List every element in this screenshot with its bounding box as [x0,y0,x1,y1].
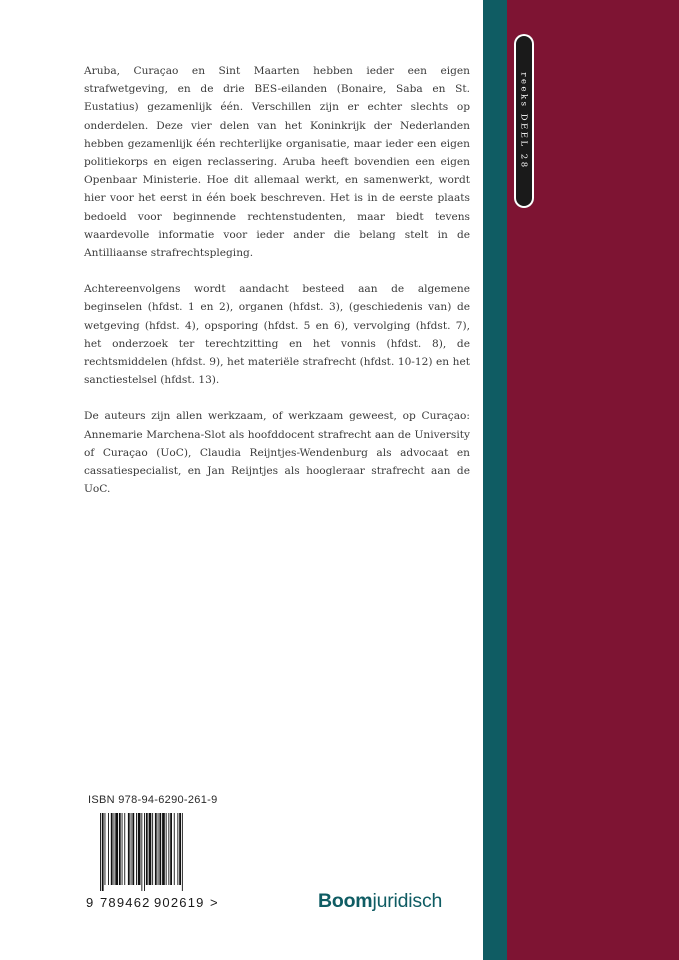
blurb-paragraph-3: De auteurs zijn allen werkzaam, of werkzaam geweest, op Curaçao: Annemarie Marchena-Slot als hoofddocent strafrecht aan de University of Curaçao (UoC), Claudia Reijntjes-Wendenburg als advocaat en cassatiespecialist, en Jan Reijntjes als hoogleraar strafrecht aan de UoC. [84,410,470,496]
series-label-badge [514,34,534,208]
isbn-label: ISBN 978-94-6290-261-9 [88,794,218,806]
series-label: reeks DEEL 28 [519,72,530,170]
blurb-text [84,62,470,516]
barcode [100,813,208,891]
publisher-logo-regular: juridisch [372,890,443,912]
barcode-digits [86,895,224,910]
blurb-paragraph-2: Achtereenvolgens wordt aandacht besteed aan de algemene beginselen (hfdst. 1 en 2), organen (hfdst. 3), (geschiedenis van) de wetgeving (hfdst. 4), opsporing (hfdst. 5 en 6), vervolging (hfdst. 7), het onderzoek ter terechtzitting en het vonnis (hfdst. 8), de rechtsmiddelen (hfdst. 9), het materiële strafrecht (hfdst. 10-12) en het sanctiestelsel (hfdst. 13). [84,283,470,387]
publisher-logo-bold: Boom [318,890,373,912]
barcode-quiet-zone-arrow: > [210,895,218,910]
barcode-digit-first: 9 [86,895,94,910]
barcode-digits-group-1: 789462 [100,895,151,910]
barcode-digits-group-2: 902619 [154,895,205,910]
publisher-logo [318,890,442,913]
spine-teal-band [483,0,507,960]
blurb-paragraph-1: Aruba, Curaçao en Sint Maarten hebben ieder een eigen strafwetgeving, en de drie BES-eilanden (Bonaire, Saba en St. Eustatius) gezamenlijk één. Verschillen zijn er echter slechts op onderdelen. Deze vier delen van het Koninkrijk der Nederlanden hebben gezamenlijk één rechterlijke organisatie, maar ieder een eigen politiekorps en eigen reclassering. Aruba heeft bovendien een eigen Openbaar Ministerie. Hoe dit allemaal werkt, en samenwerkt, wordt hier voor het eerst in één boek beschreven. Het is in de eerste plaats bedoeld voor beginnende rechtenstudenten, maar biedt tevens waardevolle informatie voor ieder ander die belang stelt in de Antilliaanse strafrechtspleging. [84,65,470,260]
